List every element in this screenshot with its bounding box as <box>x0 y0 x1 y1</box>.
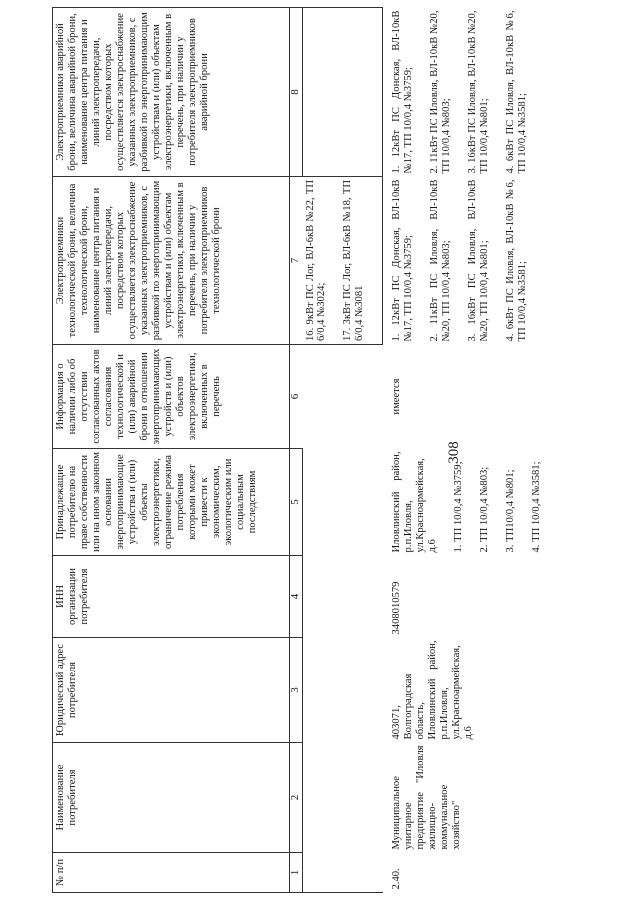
column-number: 7 <box>290 177 303 345</box>
tech-reserve-item: 2. 11кВт ПС Иловля, ВЛ-10кВ №20, ТП 10/0,4 №803; <box>429 179 453 342</box>
header-technological-reserve: Электроприемники технологической брони, величина технологической брони, наименование центра питания и линий электропередачи, посредством которых осуществляется электроснабжение указанных электроприемников, с разбивкой по энергопринимающим устройствам и (или) объектам электроэнергетики, включенным в перечень, при наличии у потребителя электроприемников технологической брони <box>53 177 290 345</box>
table-header <box>53 8 290 893</box>
column-number: 5 <box>290 449 303 556</box>
tech-reserve-cell <box>383 177 559 345</box>
emergency-reserve-item: 2. 11кВт ПС Иловля, ВЛ-10кВ №20, ТП 10/0,4 №803; <box>429 10 453 174</box>
continuation-empty <box>303 345 383 893</box>
consumer-name: Муниципальное унитарное предприятие "Иловля жилищно-коммунальное хозяйство" <box>390 745 462 850</box>
column-number: 3 <box>290 638 303 743</box>
row-number: 2.40. <box>390 868 402 890</box>
emergency-reserve-item: 4. 6кВт ПС Иловля, ВЛ-10кВ №6, ТП 10/0,4 №3581; <box>505 10 529 174</box>
continuation-emergency-cell <box>303 8 383 177</box>
legal-address: 403071, Волгоградская область, Иловлинский район, р.п.Иловля, ул.Красноармейская, д.6 <box>390 640 474 740</box>
tech-reserve-item: 3. 16кВт ПС Иловля, ВЛ-10кВ №20, ТП 10/0,4 №801; <box>467 179 491 342</box>
tech-reserve-item: 4. 6кВт ПС Иловля, ВЛ-10кВ №6, ТП 10/0,4 №3581; <box>505 179 529 342</box>
header-devices: Принадлежащие потребителю на праве собственности или на ином законном основании энергопринимающие устройства и (или) объекты электроэнергетики, ограничение режима потребления которыми может привести к экономическим, экологическим или социальным последствиям <box>53 449 290 556</box>
column-number: 2 <box>290 743 303 853</box>
inn-value: 3408010579 <box>390 581 402 635</box>
column-number: 6 <box>290 345 303 449</box>
continuation-row <box>303 8 383 893</box>
page-number: 308 <box>446 441 462 464</box>
continuation-tech-line: 17. 3кВт ПС Лог, ВЛ-6кВ №18, ТП 6/0,4 №3081 <box>342 180 366 341</box>
emergency-reserve-cell <box>383 8 559 177</box>
header-number: № п/п <box>53 853 290 893</box>
table-row <box>383 8 559 893</box>
acts-value: имеется <box>390 378 402 415</box>
header-acts-info: Информация о наличии либо об отсутствии согласованных актов согласования технологической и (или) аварийной брони в отношении энергопринимающих устройств и (или) объектов электроэнергетики, включенных в перечень <box>53 345 290 449</box>
device-item: 1. ТП 10/0,4 №3759; <box>452 461 464 553</box>
continuation-tech-cell <box>303 177 383 345</box>
column-number: 4 <box>290 556 303 638</box>
header-inn: ИНН организации потребителя <box>53 556 290 638</box>
column-number: 1 <box>290 853 303 893</box>
emergency-reserve-item: 3. 16кВт ПС Иловля, ВЛ-10кВ №20, ТП 10/0,4 №801; <box>467 10 491 174</box>
device-item: 2. ТП 10/0,4 №803; <box>478 466 490 553</box>
device-item: 4. ТП 10/0,4 №3581; <box>530 461 542 553</box>
device-item: 3. ТП10/0,4 №801; <box>504 469 516 553</box>
header-emergency-reserve: Электроприемники аварийной брони, величина аварийной брони, наименование центра питания и линий электропередачи, посредством которых осуществляется электроснабжение указанных электроприемников, с разбивкой по энергопринимающим устройствам и (или) объектам электроэнергетики, включенным в перечень, при наличии у потребителя электроприемников аварийной брони <box>53 8 290 177</box>
emergency-reserve-item: 1. 12кВт ПС Донская, ВЛ-10кВ №17, ТП 10/0,4 №3759; <box>391 10 415 174</box>
continuation-tech-line: 16. 9кВт ПС Лог, ВЛ-6кВ №22, ТП 6/0,4 №3024; <box>304 180 328 341</box>
device-item: Иловлинский район, р.п.Иловля, ул.Красноармейская, д.6 <box>390 451 438 553</box>
consumers-table <box>52 7 559 893</box>
header-consumer-name: Наименование потребителя <box>53 743 290 853</box>
column-number: 8 <box>290 8 303 177</box>
header-legal-address: Юридический адрес потребителя <box>53 638 290 743</box>
tech-reserve-item: 1. 12кВт ПС Донская, ВЛ-10кВ №17, ТП 10/0,4 №3759; <box>391 179 415 342</box>
column-numbers-row <box>290 8 303 893</box>
devices-cell <box>383 449 559 556</box>
